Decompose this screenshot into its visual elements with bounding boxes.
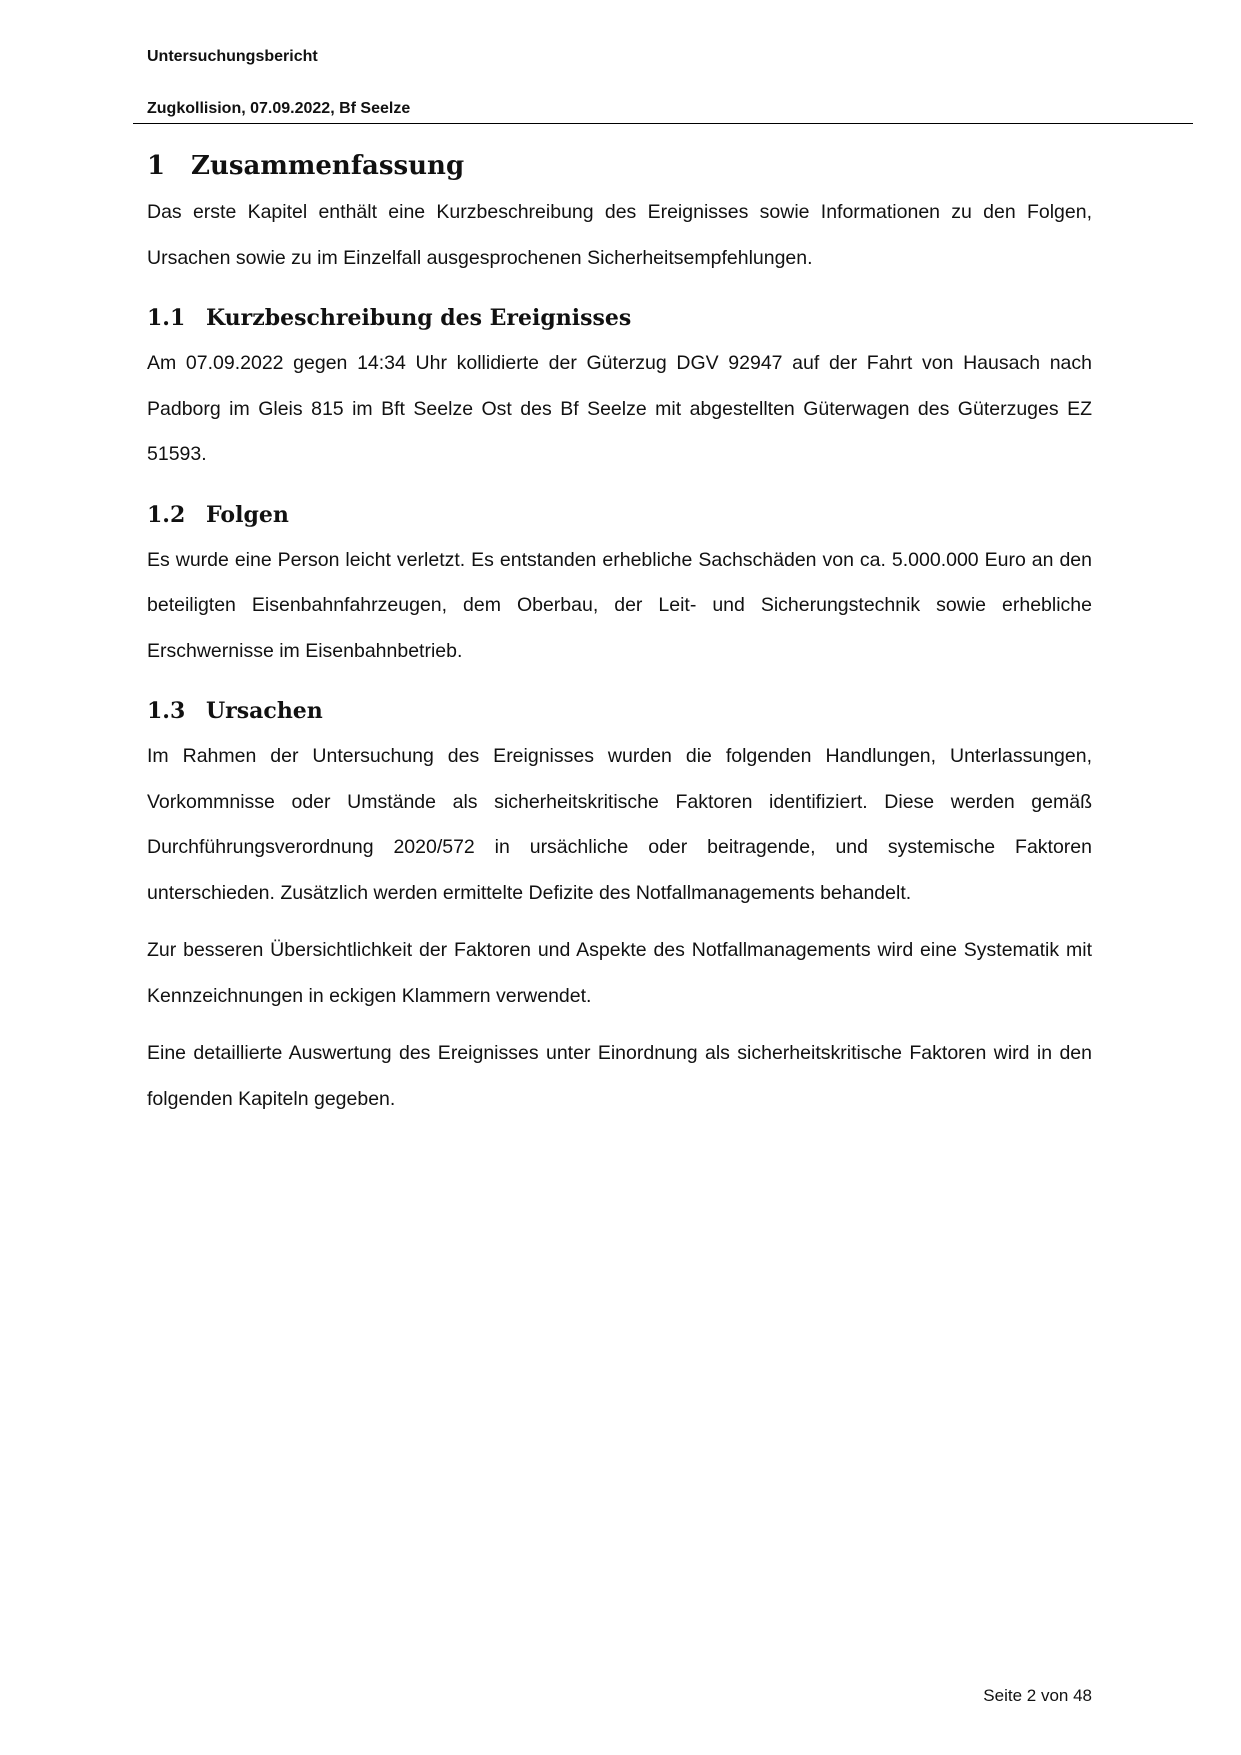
running-header-title: Untersuchungsbericht (147, 48, 318, 65)
section-heading-1-2 (147, 498, 1092, 532)
section-title: Kurzbeschreibung des Ereignisses (206, 305, 632, 331)
page-number: Seite 2 von 48 (983, 1686, 1092, 1705)
page-body (147, 146, 1092, 1122)
section-number: 1.3 (147, 698, 186, 724)
section-number: 1.1 (147, 305, 186, 331)
paragraph: Zur besseren Übersichtlichkeit der Faktoren und Aspekte des Notfallmanagements wird eine Systematik mit Kennzeichnungen in eckigen Klammern verwendet. (147, 939, 1092, 1007)
section-title: Ursachen (206, 698, 323, 724)
header-divider (133, 123, 1193, 124)
paragraph: Eine detaillierte Auswertung des Ereignisses unter Einordnung als sicherheitskritische Faktoren wird in den folgenden Kapiteln gegeben. (147, 1042, 1092, 1110)
paragraph: Im Rahmen der Untersuchung des Ereignisses wurden die folgenden Handlungen, Unterlassungen, Vorkommnisse oder Umstände als sicherheitskritische Faktoren identifiziert. Diese werden gemäß Durchführungsverordnung 2020/572 in ursächliche oder beitragende, und systemische Faktoren unterschieden. Zusätzlich werden ermittelte Defizite des Notfallmanagements behandelt. (147, 745, 1092, 904)
section-number: 1.2 (147, 501, 186, 528)
section-heading-1 (147, 146, 1092, 186)
section-title: Folgen (206, 501, 289, 528)
paragraph: Es wurde eine Person leicht verletzt. Es entstanden erhebliche Sachschäden von ca. 5.000.000 Euro an den beteiligten Eisenbahnfahrzeugen, dem Oberbau, der Leit- und Sicherungstechnik sowie erhebliche Erschwernisse im Eisenbahnbetrieb. (147, 548, 1092, 662)
section-heading-1-3 (147, 694, 1092, 728)
section-title: Zusammenfassung (191, 151, 465, 181)
running-header-subtitle: Zugkollision, 07.09.2022, Bf Seelze (147, 100, 411, 117)
section-heading-1-1 (147, 301, 1092, 335)
paragraph: Am 07.09.2022 gegen 14:34 Uhr kollidierte der Güterzug DGV 92947 auf der Fahrt von Hausach nach Padborg im Gleis 815 im Bft Seelze Ost des Bf Seelze mit abgestellten Güterwagen des Güterzuges EZ 51593. (147, 352, 1092, 465)
paragraph: Das erste Kapitel enthält eine Kurzbeschreibung des Ereignisses sowie Informationen zu den Folgen, Ursachen sowie zu im Einzelfall ausgesprochenen Sicherheitsempfehlungen. (147, 201, 1092, 269)
section-number: 1 (147, 151, 166, 181)
